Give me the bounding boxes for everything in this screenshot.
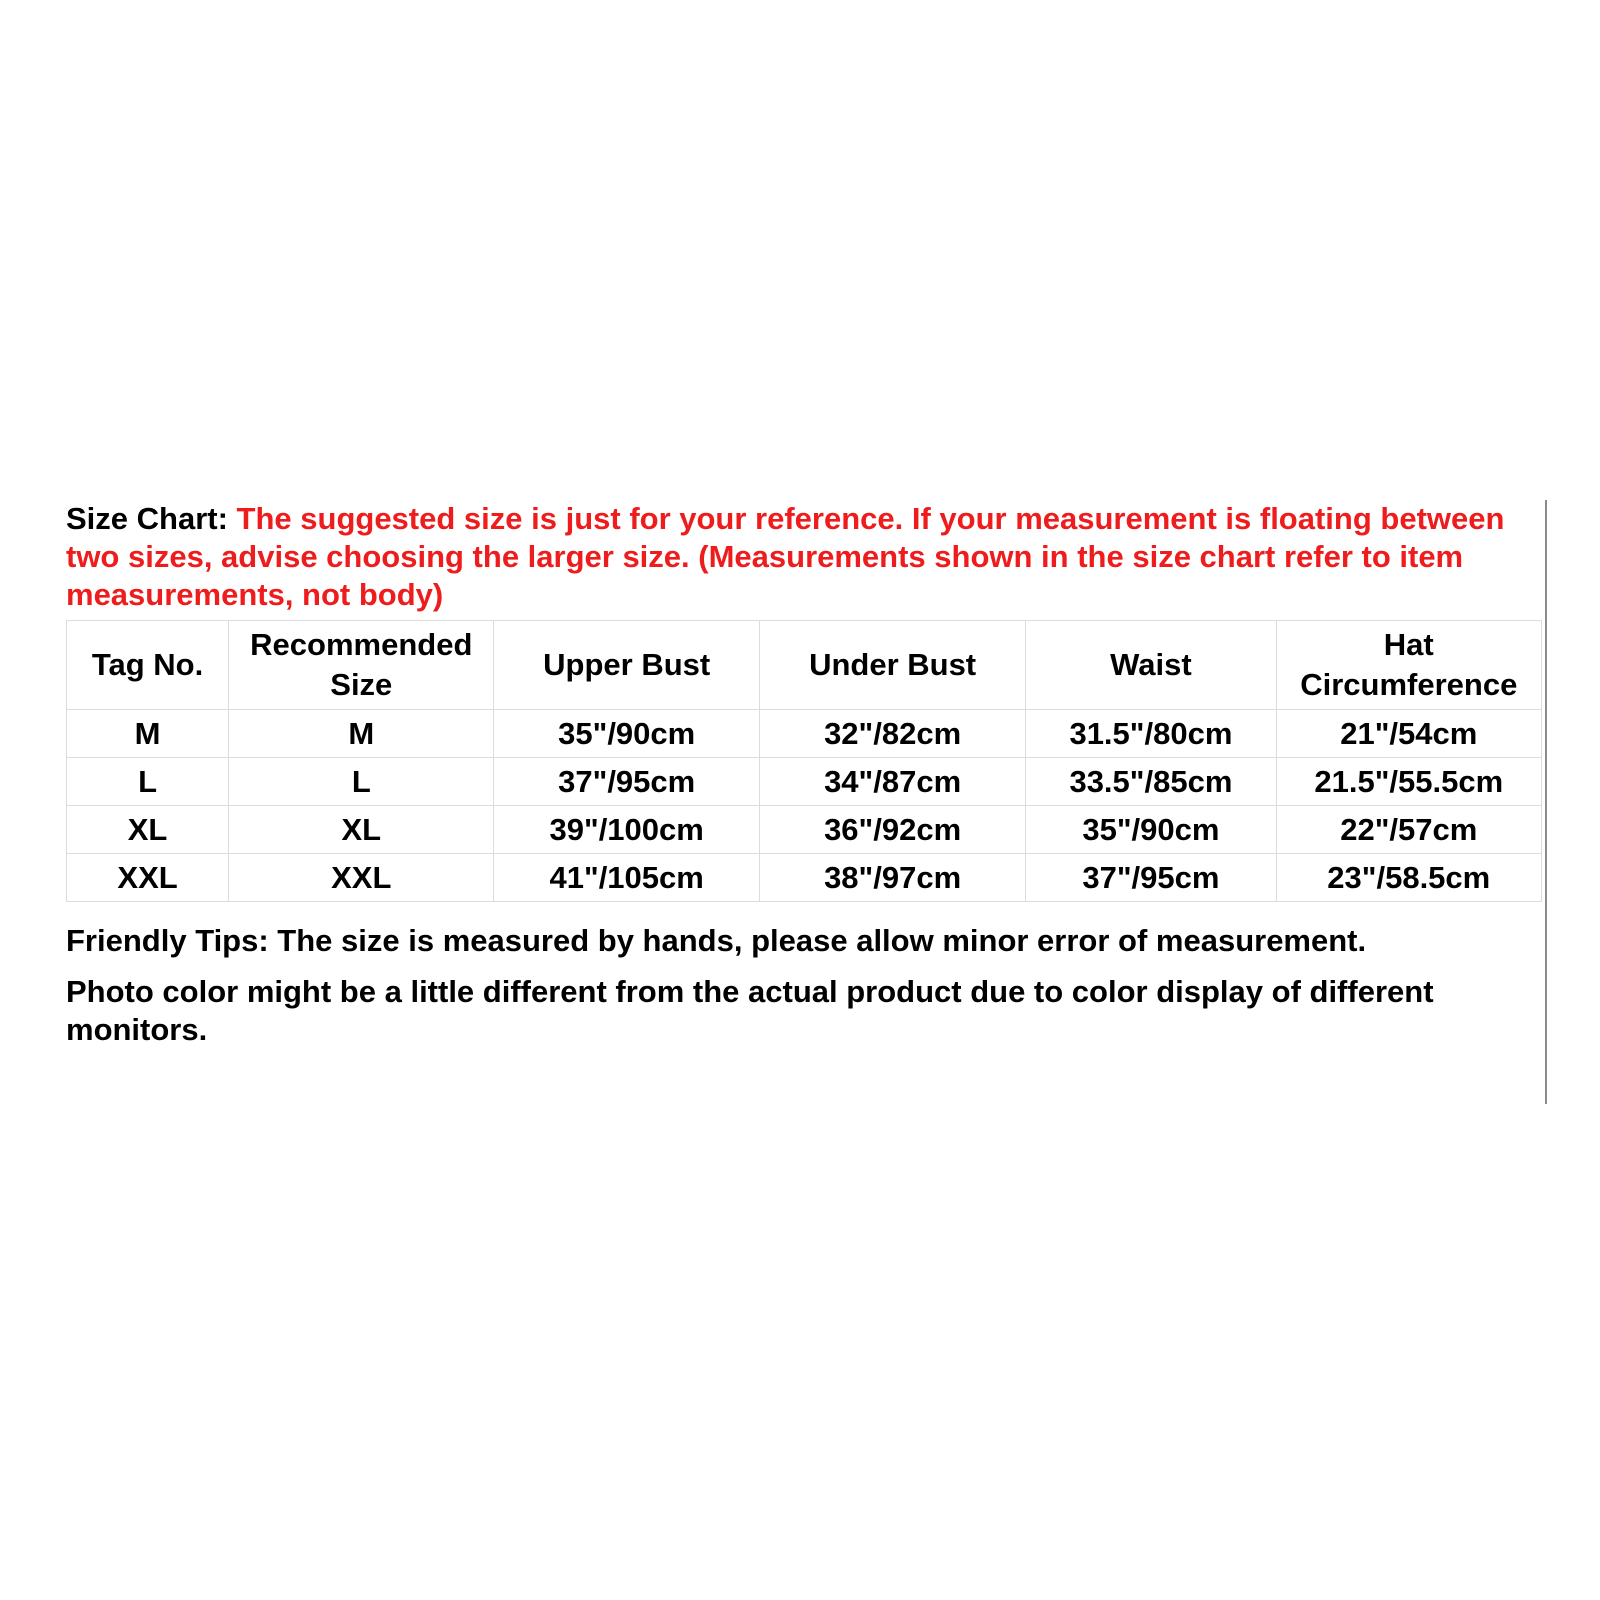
- cell-waist: 35"/90cm: [1026, 806, 1276, 854]
- cell-tag-no: L: [67, 758, 229, 806]
- table-row: [67, 854, 1542, 902]
- cell-recommended-size: XXL: [229, 854, 494, 902]
- cell-waist: 37"/95cm: [1026, 854, 1276, 902]
- size-chart-sheet: [66, 500, 1544, 1049]
- cell-waist: 31.5"/80cm: [1026, 710, 1276, 758]
- cell-waist: 33.5"/85cm: [1026, 758, 1276, 806]
- cell-hat-circumference: 21"/54cm: [1276, 710, 1541, 758]
- cell-under-bust: 38"/97cm: [759, 854, 1025, 902]
- table-row: [67, 710, 1542, 758]
- header-upper-bust: Upper Bust: [494, 621, 759, 710]
- cell-hat-circumference: 21.5"/55.5cm: [1276, 758, 1541, 806]
- cell-hat-circumference: 23"/58.5cm: [1276, 854, 1541, 902]
- cell-under-bust: 36"/92cm: [759, 806, 1025, 854]
- size-table: [66, 620, 1542, 902]
- cell-under-bust: 34"/87cm: [759, 758, 1025, 806]
- header-waist: Waist: [1026, 621, 1276, 710]
- table-row: [67, 758, 1542, 806]
- header-recommended-size: Recommended Size: [229, 621, 494, 710]
- size-table-header: [67, 621, 1542, 710]
- cell-recommended-size: M: [229, 710, 494, 758]
- friendly-tips: Friendly Tips: The size is measured by hands, please allow minor error of measurement.: [66, 923, 1367, 958]
- header-row: [67, 621, 1542, 710]
- size-chart-label: Size Chart:: [66, 501, 228, 536]
- header-tag-no: Tag No.: [67, 621, 229, 710]
- cell-tag-no: XXL: [67, 854, 229, 902]
- cell-recommended-size: L: [229, 758, 494, 806]
- header-under-bust: Under Bust: [759, 621, 1025, 710]
- cell-upper-bust: 35"/90cm: [494, 710, 759, 758]
- cell-tag-no: M: [67, 710, 229, 758]
- table-row: [67, 806, 1542, 854]
- photo-color-note: Photo color might be a little different from the actual product due to color display of different monitors.: [66, 974, 1434, 1047]
- size-chart-note: The suggested size is just for your reference. If your measurement is floating between two sizes, advise choosing the larger size. (Measurements shown in the size chart refer to item measurements, not body): [66, 501, 1505, 612]
- cell-recommended-size: XL: [229, 806, 494, 854]
- header-hat-circumference: Hat Circumference: [1276, 621, 1541, 710]
- size-table-body: [67, 710, 1542, 902]
- size-chart-intro: [66, 500, 1544, 614]
- cell-hat-circumference: 22"/57cm: [1276, 806, 1541, 854]
- cell-upper-bust: 39"/100cm: [494, 806, 759, 854]
- cell-upper-bust: 41"/105cm: [494, 854, 759, 902]
- cell-under-bust: 32"/82cm: [759, 710, 1025, 758]
- cell-tag-no: XL: [67, 806, 229, 854]
- right-divider-line: [1545, 500, 1547, 1104]
- cell-upper-bust: 37"/95cm: [494, 758, 759, 806]
